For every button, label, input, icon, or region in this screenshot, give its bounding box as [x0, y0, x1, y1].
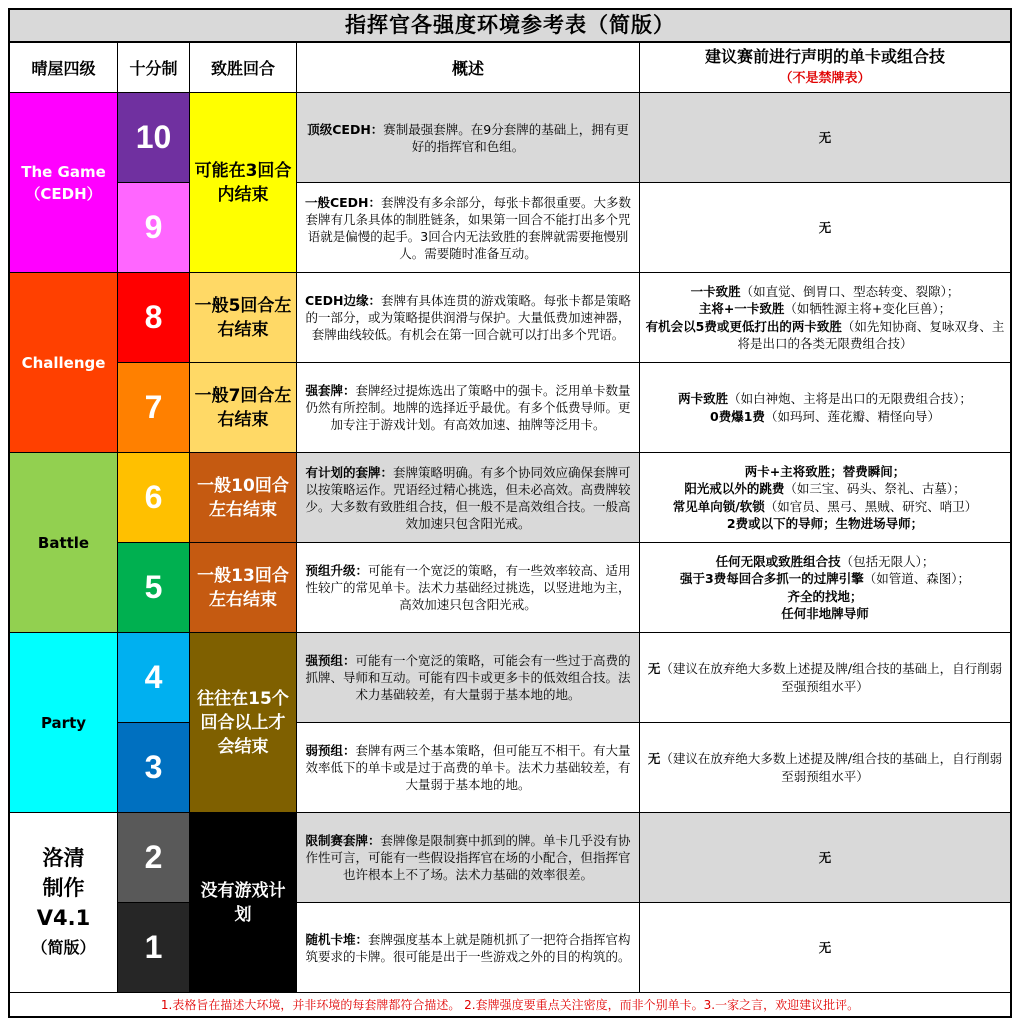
footer-notes: 1.表格旨在描述大环境，并非环境的每套牌都符合描述。 2.套牌强度要重点关注密度，而非个别单卡。3.一家之言，欢迎建议批评。 — [160, 998, 860, 1012]
summary-text — [301, 121, 635, 155]
summary-lead: 有计划的套牌： — [305, 464, 393, 480]
suggestion-detail: （如白神炮、主将是出口的无限费组合技）； — [728, 391, 972, 406]
summary-body: 套牌有两三个基本策略，但可能互不相干。有大量效率低下的单卡或是过于高费的单卡。法术力基础较差，有大量弱于基本地的地。 — [305, 743, 631, 792]
tier-name: Party — [40, 713, 87, 732]
suggestion-line — [745, 463, 905, 481]
suggestion-key: 强于3费每回合多抓一的过牌引擎 — [680, 571, 864, 586]
summary-lead: 强预组： — [305, 653, 356, 668]
suggestion-line — [673, 498, 978, 516]
header-turn: 致胜回合 — [190, 43, 297, 93]
edition-label: （简版） — [31, 937, 96, 957]
suggestion-key: 有机会以5费或更低打出的两卡致胜 — [645, 318, 842, 334]
suggestion-detail: （如牺牲源主将+变化巨兽）； — [784, 301, 952, 316]
score-7: 7 — [118, 363, 190, 453]
summary-text — [301, 652, 635, 703]
score-1: 1 — [118, 903, 190, 993]
summary-text — [301, 832, 635, 883]
suggestion-line — [644, 660, 1006, 695]
summary-body: 赛制最强套牌。在9分套牌的基础上，拥有更好的指挥官和色组。 — [383, 121, 629, 154]
summary-lead: CEDH边缘： — [304, 293, 382, 308]
summary-body: 套牌策略明确。有多个协同效应确保套牌可以按策略运作。咒语经过精心挑选，但未必高效。高费牌较少。大多数有致胜组合技，但一般不是高效组合技。一般高效加速只包含阳光戒。 — [305, 464, 631, 531]
suggestion-cell — [640, 543, 1010, 633]
header-tier: 晴屋四级 — [10, 43, 118, 93]
tier-name: Challenge — [21, 353, 106, 372]
author-line-2: 制作 — [42, 875, 85, 900]
author-line-1: 洛清 — [42, 845, 85, 870]
header-suggestion-note: （不是禁牌表） — [779, 70, 871, 86]
score-6: 6 — [118, 453, 190, 543]
suggestion-key: 两卡+主将致胜；替费瞬间； — [744, 463, 906, 479]
suggestion-cell — [640, 183, 1010, 273]
summary-cell — [297, 273, 640, 363]
suggestion-cell — [640, 723, 1010, 813]
tier-subname: （CEDH） — [25, 184, 102, 203]
summary-body: 套牌有具体连贯的游戏策略。每张卡都是策略的一部分，或为策略提供润滑与保护。大量低费加速神器，套牌曲线较低。有机会在第一回合就可以打出多个咒语。 — [305, 293, 632, 342]
summary-lead: 顶级CEDH： — [307, 121, 384, 137]
suggestion-line — [644, 318, 1006, 353]
suggestion-detail: （建议在放弃绝大多数上述提及牌/组合技的基础上，自行削弱至强预组水平） — [660, 661, 1003, 694]
tier-the-game — [10, 93, 118, 273]
suggestion-line — [678, 390, 972, 408]
tier-challenge — [10, 273, 118, 453]
suggestion-cell — [640, 903, 1010, 993]
suggestion-cell — [640, 633, 1010, 723]
suggestion-detail: （如直觉、倒胃口、型态转变、裂隙）； — [740, 283, 960, 299]
score-8: 8 — [118, 273, 190, 363]
suggestion-text: 无 — [818, 219, 832, 235]
suggestion-detail: （如三宝、码头、祭礼、古墓）； — [784, 481, 966, 496]
suggestion-cell — [640, 93, 1010, 183]
summary-body: 可能有一个宽泛的策略，可能会有一些过于高费的抓牌、导师和互动。可能有四卡或更多卡的低效组合技。法术力基础较差，有大量弱于基本地的地。 — [305, 653, 631, 702]
turn-around-5: 一般5回合左右结束 — [190, 273, 297, 363]
score-9: 9 — [118, 183, 190, 273]
page-title: 指挥官各强度环境参考表（简版） — [10, 10, 1010, 43]
suggestion-key: 一卡致胜 — [690, 283, 741, 299]
turn-around-10: 一般10回合左右结束 — [190, 453, 297, 543]
reference-table — [8, 8, 1012, 1018]
suggestion-detail: （建议在放弃绝大多数上述提及牌/组合技的基础上，自行削弱至弱预组水平） — [660, 751, 1003, 784]
suggestion-line — [781, 605, 869, 623]
suggestion-line — [699, 300, 951, 318]
turn-around-7: 一般7回合左右结束 — [190, 363, 297, 453]
summary-lead: 弱预组： — [305, 743, 356, 758]
turn-no-plan: 没有游戏计划 — [190, 813, 297, 993]
summary-lead: 随机卡堆： — [305, 931, 368, 947]
suggestion-detail: （包括无限人）； — [840, 553, 935, 569]
tier-party — [10, 633, 118, 813]
summary-cell — [297, 453, 640, 543]
suggestion-line — [680, 570, 970, 588]
suggestion-line — [727, 515, 923, 533]
suggestion-cell — [640, 813, 1010, 903]
suggestion-key: 齐全的找地； — [787, 588, 863, 604]
summary-cell — [297, 363, 640, 453]
tier-grid — [10, 43, 1010, 993]
turn-within-3: 可能在3回合内结束 — [190, 93, 297, 273]
suggestion-text: 无 — [818, 939, 832, 955]
summary-body: 可能有一个宽泛的策略，有一些效率较高、适用性较广的常见单卡。法术力基础经过挑选，以竖进地为主，高效加速只包含阳光戒。 — [305, 563, 631, 612]
summary-cell — [297, 633, 640, 723]
summary-cell — [297, 903, 640, 993]
suggestion-detail: （如先知协商、复咏双身、主将是出口的各类无限费组合技） — [737, 318, 1005, 351]
summary-body: 套牌没有多余部分，每张卡都很重要。大多数套牌有几条具体的制胜链条，如果第一回合不能打出多个咒语就是偏慢的起手。3回合内无法致胜的套牌就需要拖慢别人。需要随时准备互动。 — [305, 194, 632, 261]
summary-text — [301, 292, 635, 343]
summary-body: 套牌强度基本上就是随机抓了一把符合指挥官构筑要求的卡牌。很可能是出于一些游戏之外的目的构筑的。 — [305, 931, 631, 964]
score-10: 10 — [118, 93, 190, 183]
tier-battle — [10, 453, 118, 633]
summary-lead: 强套牌： — [305, 383, 356, 398]
suggestion-line — [710, 408, 940, 426]
summary-text — [301, 931, 635, 965]
suggestion-line — [716, 553, 935, 571]
summary-cell — [297, 183, 640, 273]
summary-cell — [297, 543, 640, 633]
summary-cell — [297, 723, 640, 813]
suggestion-text: 无 — [818, 129, 832, 145]
suggestion-detail: （如官员、黑弓、黑贼、研究、哨卫） — [764, 498, 978, 514]
suggestion-key: 主将+一卡致胜 — [698, 301, 785, 316]
suggestion-key: 无 — [647, 661, 661, 676]
summary-text — [301, 742, 635, 793]
summary-body: 套牌像是限制赛中抓到的牌。单卡几乎没有协作性可言，可能有一些假设指挥官在场的小配合，但指挥官也许根本上不了场。法术力基础的效率很差。 — [305, 833, 631, 882]
score-5: 5 — [118, 543, 190, 633]
summary-lead: 一般CEDH： — [304, 194, 382, 210]
summary-text — [301, 464, 635, 532]
summary-lead: 限制赛套牌： — [305, 833, 381, 848]
turn-15-plus: 往往在15个回合以上才会结束 — [190, 633, 297, 813]
suggestion-key: 0费爆1费 — [710, 408, 765, 424]
summary-text — [301, 382, 635, 433]
turn-around-13: 一般13回合左右结束 — [190, 543, 297, 633]
suggestion-line — [684, 480, 965, 498]
score-4: 4 — [118, 633, 190, 723]
suggestion-line — [691, 283, 960, 301]
header-suggestion — [640, 43, 1010, 93]
summary-text — [301, 562, 635, 613]
suggestion-detail: （如玛珂、莲花瓣、精怪向导） — [764, 408, 940, 424]
header-suggestion-label: 建议赛前进行声明的单卡或组合技 — [704, 46, 945, 66]
summary-cell — [297, 93, 640, 183]
suggestion-text: 无 — [818, 849, 832, 865]
suggestion-cell — [640, 453, 1010, 543]
version-label: V4.1 — [36, 905, 91, 930]
suggestion-cell — [640, 273, 1010, 363]
summary-cell — [297, 813, 640, 903]
suggestion-cell — [640, 363, 1010, 453]
suggestion-key: 两卡致胜 — [678, 391, 729, 406]
author-credit — [10, 813, 118, 993]
summary-text — [301, 194, 635, 262]
score-3: 3 — [118, 723, 190, 813]
suggestion-key: 阳光戒以外的跳费 — [684, 481, 785, 496]
suggestion-line — [787, 588, 862, 606]
summary-lead: 预组升级： — [305, 563, 368, 578]
score-2: 2 — [118, 813, 190, 903]
tier-name: Battle — [37, 533, 90, 552]
header-score: 十分制 — [118, 43, 190, 93]
summary-body: 套牌经过提炼选出了策略中的强卡。泛用单卡数量仍然有所控制。地牌的选择近乎最优。有多个低费导师。更加专注于游戏计划。有高效加速、抽牌等泛用卡。 — [305, 383, 631, 432]
tier-name: The Game — [21, 162, 106, 181]
header-summary: 概述 — [297, 43, 640, 93]
suggestion-key: 无 — [647, 751, 661, 766]
suggestion-line — [644, 750, 1006, 785]
suggestion-key: 2费或以下的导师；生物进场导师； — [726, 516, 924, 531]
suggestion-key: 任何非地牌导师 — [781, 606, 869, 621]
suggestion-key: 常见单向锁/软锁 — [672, 498, 765, 514]
suggestion-detail: （如管道、森图）； — [863, 571, 970, 586]
suggestion-key: 任何无限或致胜组合技 — [715, 553, 841, 569]
